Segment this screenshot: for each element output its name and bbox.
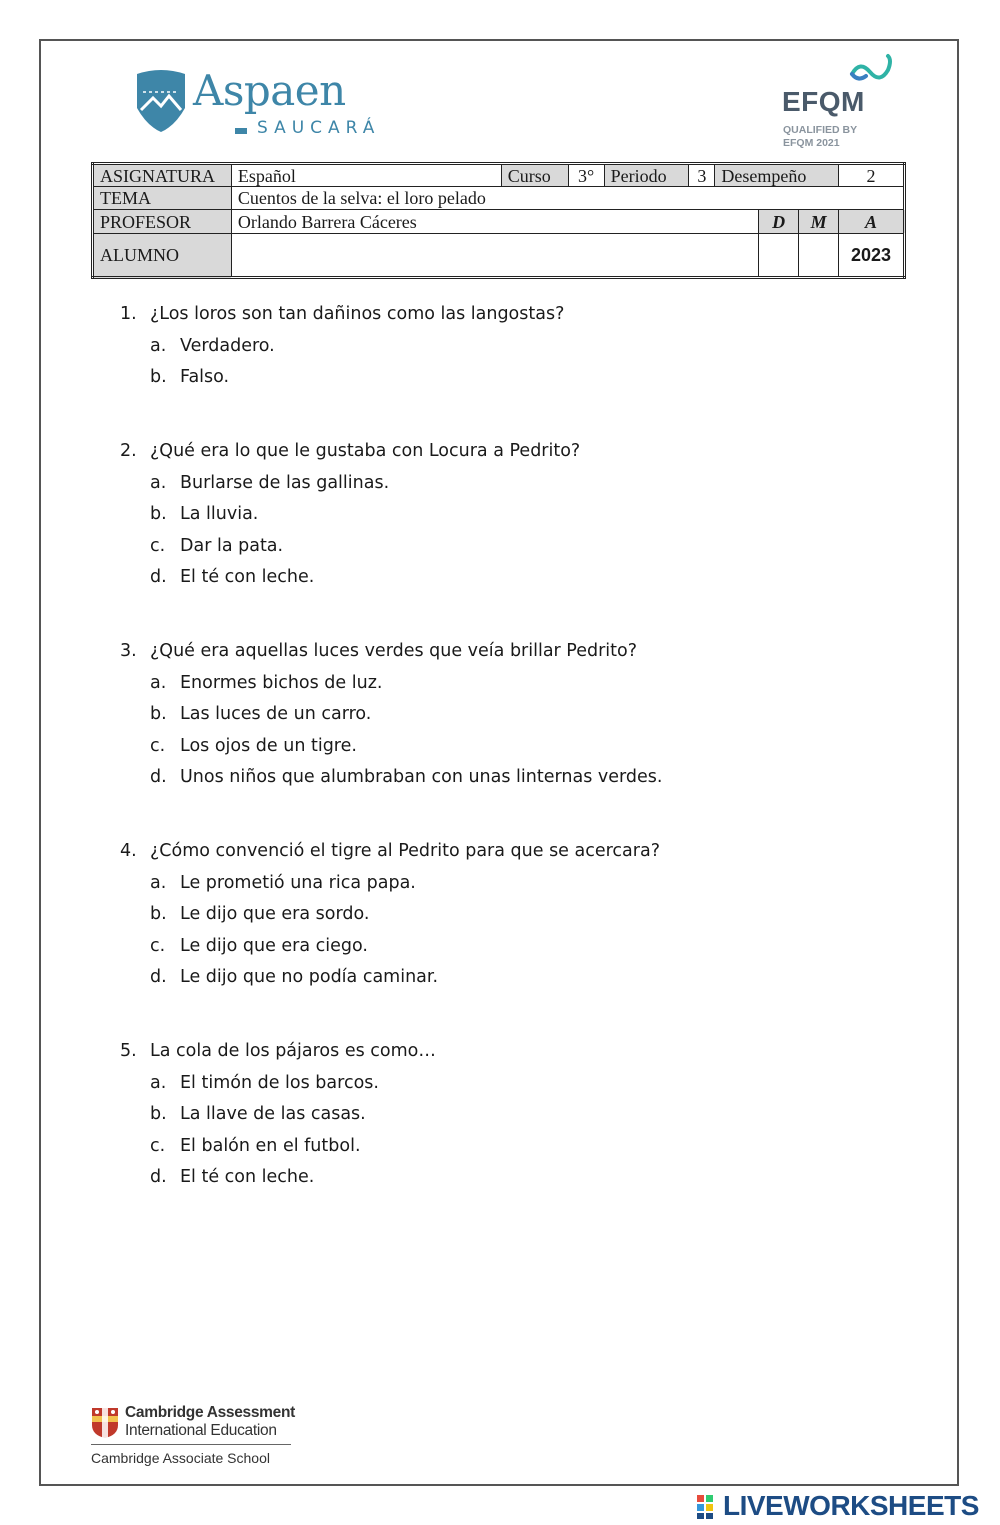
efqm-title: EFQM bbox=[782, 86, 865, 117]
option-item[interactable] bbox=[120, 667, 900, 699]
option-item[interactable] bbox=[120, 930, 900, 962]
efqm-sub bbox=[783, 124, 857, 150]
efqm-ribbon-icon bbox=[848, 52, 896, 88]
alumno-field[interactable] bbox=[231, 233, 758, 277]
month-label: M bbox=[799, 210, 839, 233]
option-letter: a. bbox=[150, 472, 167, 493]
option-text: La lluvia. bbox=[180, 504, 259, 525]
alumno-label: ALUMNO bbox=[93, 233, 232, 277]
option-text: El té con leche. bbox=[180, 1167, 315, 1188]
option-text: El balón en el futbol. bbox=[180, 1135, 361, 1156]
crest-icon bbox=[91, 1407, 119, 1439]
aspaen-logo bbox=[135, 68, 385, 140]
question-text: ¿Los loros son tan dañinos como las langostas? bbox=[150, 304, 565, 324]
option-text: Los ojos de un tigre. bbox=[180, 735, 357, 756]
question-text: ¿Cómo convenció el tigre al Pedrito para que se acercara? bbox=[150, 841, 660, 861]
question-number: 2. bbox=[120, 441, 137, 461]
question-2 bbox=[120, 435, 900, 593]
efqm-logo bbox=[782, 52, 902, 152]
day-label: D bbox=[759, 210, 799, 233]
profesor-value: Orlando Barrera Cáceres bbox=[231, 210, 758, 233]
table-row bbox=[93, 233, 905, 277]
option-text: Burlarse de las gallinas. bbox=[180, 472, 390, 493]
question-number: 3. bbox=[120, 641, 137, 661]
curso-value: 3° bbox=[568, 164, 604, 187]
table-row bbox=[93, 164, 905, 187]
question-text: ¿Qué era aquellas luces verdes que veía brillar Pedrito? bbox=[150, 641, 638, 661]
school-sub: SAUCARÁ bbox=[257, 118, 381, 138]
option-text: Enormes bichos de luz. bbox=[180, 672, 383, 693]
option-item[interactable] bbox=[120, 867, 900, 899]
option-item[interactable] bbox=[120, 530, 900, 562]
option-text: Le dijo que no podía caminar. bbox=[180, 967, 439, 988]
option-item[interactable] bbox=[120, 1130, 900, 1162]
option-letter: a. bbox=[150, 672, 167, 693]
year-label: A bbox=[839, 210, 905, 233]
option-letter: a. bbox=[150, 872, 167, 893]
school-name: Aspaen bbox=[193, 66, 346, 115]
option-text: Le dijo que era sordo. bbox=[180, 904, 370, 925]
logo-dash bbox=[235, 128, 247, 134]
option-letter: c. bbox=[150, 1135, 166, 1156]
option-text: Falso. bbox=[180, 367, 230, 388]
question-text: La cola de los pájaros es como… bbox=[150, 1041, 436, 1061]
option-item[interactable] bbox=[120, 699, 900, 731]
info-table bbox=[91, 162, 906, 279]
option-text: Le prometió una rica papa. bbox=[180, 872, 416, 893]
option-text: Dar la pata. bbox=[180, 535, 284, 556]
option-letter: b. bbox=[150, 1104, 167, 1125]
option-text: Unos niños que alumbraban con unas linternas verdes. bbox=[180, 767, 663, 788]
option-letter: d. bbox=[150, 967, 167, 988]
option-item[interactable] bbox=[120, 1099, 900, 1131]
question-3 bbox=[120, 635, 900, 793]
option-item[interactable] bbox=[120, 899, 900, 931]
asignatura-label: ASIGNATURA bbox=[93, 164, 232, 187]
question-number: 1. bbox=[120, 304, 137, 324]
table-row bbox=[93, 210, 905, 233]
question-4 bbox=[120, 835, 900, 993]
option-letter: a. bbox=[150, 335, 167, 356]
option-text: El timón de los barcos. bbox=[180, 1072, 379, 1093]
year-value: 2023 bbox=[839, 233, 905, 277]
curso-label: Curso bbox=[501, 164, 568, 187]
option-letter: d. bbox=[150, 767, 167, 788]
month-field[interactable] bbox=[799, 233, 839, 277]
option-letter: b. bbox=[150, 504, 167, 525]
cambridge-school: Cambridge Associate School bbox=[91, 1450, 270, 1466]
option-item[interactable] bbox=[120, 1162, 900, 1194]
option-text: Las luces de un carro. bbox=[180, 704, 372, 725]
option-letter: a. bbox=[150, 1072, 167, 1093]
question-1 bbox=[120, 298, 900, 393]
option-item[interactable] bbox=[120, 762, 900, 794]
tema-label: TEMA bbox=[93, 187, 232, 210]
option-item[interactable] bbox=[120, 730, 900, 762]
question-text: ¿Qué era lo que le gustaba con Locura a Pedrito? bbox=[150, 441, 581, 461]
efqm-sub-line1: QUALIFIED BY bbox=[783, 124, 858, 136]
desempeno-label: Desempeño bbox=[715, 164, 839, 187]
question-number: 4. bbox=[120, 841, 137, 861]
cambridge-line2: International Education bbox=[125, 1422, 277, 1439]
option-text: Verdadero. bbox=[180, 335, 275, 356]
asignatura-value: Español bbox=[231, 164, 501, 187]
question-5 bbox=[120, 1035, 900, 1193]
option-item[interactable] bbox=[120, 330, 900, 362]
option-letter: d. bbox=[150, 567, 167, 588]
option-letter: c. bbox=[150, 535, 166, 556]
liveworksheets-logo[interactable] bbox=[697, 1490, 997, 1522]
option-letter: b. bbox=[150, 704, 167, 725]
option-item[interactable] bbox=[120, 467, 900, 499]
periodo-value: 3 bbox=[689, 164, 715, 187]
option-letter: b. bbox=[150, 367, 167, 388]
efqm-sub-line2: EFQM 2021 bbox=[783, 137, 840, 149]
desempeno-value: 2 bbox=[839, 164, 905, 187]
option-letter: c. bbox=[150, 735, 166, 756]
day-field[interactable] bbox=[759, 233, 799, 277]
question-number: 5. bbox=[120, 1041, 137, 1061]
liveworksheets-icon bbox=[697, 1495, 723, 1519]
option-item[interactable] bbox=[120, 499, 900, 531]
cambridge-line1: Cambridge Assessment bbox=[125, 1404, 296, 1421]
shield-icon bbox=[135, 68, 187, 134]
tema-value: Cuentos de la selva: el loro pelado bbox=[231, 187, 904, 210]
option-text: La llave de las casas. bbox=[180, 1104, 366, 1125]
cambridge-logo bbox=[91, 1404, 311, 1470]
option-text: El té con leche. bbox=[180, 567, 315, 588]
liveworksheets-text: LIVEWORKSHEETS bbox=[723, 1490, 979, 1521]
option-letter: d. bbox=[150, 1167, 167, 1188]
option-letter: c. bbox=[150, 935, 166, 956]
divider bbox=[91, 1444, 291, 1445]
profesor-label: PROFESOR bbox=[93, 210, 232, 233]
option-text: Le dijo que era ciego. bbox=[180, 935, 368, 956]
option-item[interactable] bbox=[120, 362, 900, 394]
option-letter: b. bbox=[150, 904, 167, 925]
periodo-label: Periodo bbox=[604, 164, 689, 187]
option-item[interactable] bbox=[120, 1067, 900, 1099]
option-item[interactable] bbox=[120, 562, 900, 594]
option-item[interactable] bbox=[120, 962, 900, 994]
table-row bbox=[93, 187, 905, 210]
